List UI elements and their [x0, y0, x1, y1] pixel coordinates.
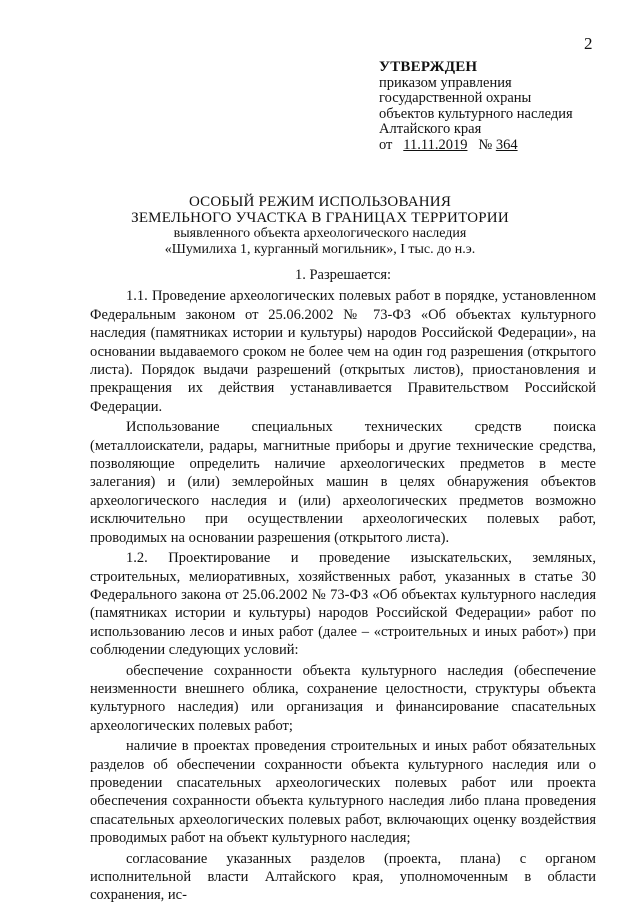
approval-from-label: от [379, 136, 393, 153]
approval-line-2: государственной охраны [379, 90, 532, 106]
approval-line-1: приказом управления [379, 74, 512, 91]
page-number: 2 [584, 34, 593, 53]
approval-number: 364 [495, 136, 518, 153]
approval-heading: УТВЕРЖДЕН [379, 59, 478, 75]
approval-date: 11.11.2019 [403, 136, 468, 153]
document-body [90, 262, 596, 907]
paragraph-preservation: обеспечение сохранности объекта культурного наследия (обеспечение неизменности внешнего облика, сохранение целостности, структуры объекта культурного наследия) или организация и финансирование спасательных археологических полевых работ; [90, 662, 596, 734]
title-line-4: «Шумилиха 1, курганный могильник», I тыс. до н.э. [164, 242, 476, 257]
paragraph-approval: согласование указанных разделов (проекта, плана) с органом исполнительной власти Алтайского края, уполномоченным в области сохранения, ис- [90, 850, 596, 904]
paragraph-1-2: 1.2. Проектирование и проведение изыскательских, земляных, строительных, мелиоративных, хозяйственных работ, указанных в статье 30 Федерального закона от 25.06.2002 № 73-ФЗ «Об объектах культурного наследия (памятниках истории и культуры) народов Российской Федерации» работ по использованию лесов и иных работ (далее – «строительных и иных работ») при соблюдении следующих условий: [90, 550, 596, 659]
title-line-1: ОСОБЫЙ РЕЖИМ ИСПОЛЬЗОВАНИЯ [188, 194, 452, 210]
section-heading: 1. Разрешается: [294, 267, 392, 283]
approval-line-4: Алтайского края [379, 121, 482, 137]
title-line-2: ЗЕМЕЛЬНОГО УЧАСТКА В ГРАНИЦАХ ТЕРРИТОРИИ [131, 210, 509, 226]
approval-number-label: № [478, 136, 493, 153]
title-line-3: выявленного объекта археологического наследия [173, 226, 467, 241]
approval-date-line [379, 138, 573, 154]
paragraph-detection-tools: Использование специальных технических средств поиска (металлоискатели, радары, магнитные приборы и другие технические средства, позволяющие определить наличие археологических предметов в месте залегания) и (или) землеройных машин в целях обнаружения объектов археологического наследия и (или) археологических предметов возможно исключительно при осуществлении археологических полевых работ, проводимых на основании разрешения (открытого листа). [90, 419, 596, 546]
document-title [90, 194, 550, 258]
approval-line-3: объектов культурного наследия [379, 105, 573, 122]
paragraph-project-sections: наличие в проектах проведения строительных и иных работ обязательных разделов об обеспечении сохранности объекта культурного наследия или о проведении спасательных археологических полевых работ или проекта обеспечения сохранности объекта культурного наследия либо плана проведения спасательных археологических полевых работ, включающих оценку воздействия проводимых работ на объект культурного наследия; [90, 738, 596, 847]
approval-stamp [379, 60, 573, 153]
paragraph-1-1: 1.1. Проведение археологических полевых работ в порядке, установленном Федеральным законом от 25.06.2002 № 73-ФЗ «Об объектах культурного наследия (памятниках истории и культуры) народов Российской Федерации», на основании выдаваемого сроком не более чем на один год разрешения (открытого листа). Порядок выдачи разрешений (открытых листов), приостановления и прекращения их действия устанавливается Правительством Российской Федерации. [90, 288, 596, 415]
